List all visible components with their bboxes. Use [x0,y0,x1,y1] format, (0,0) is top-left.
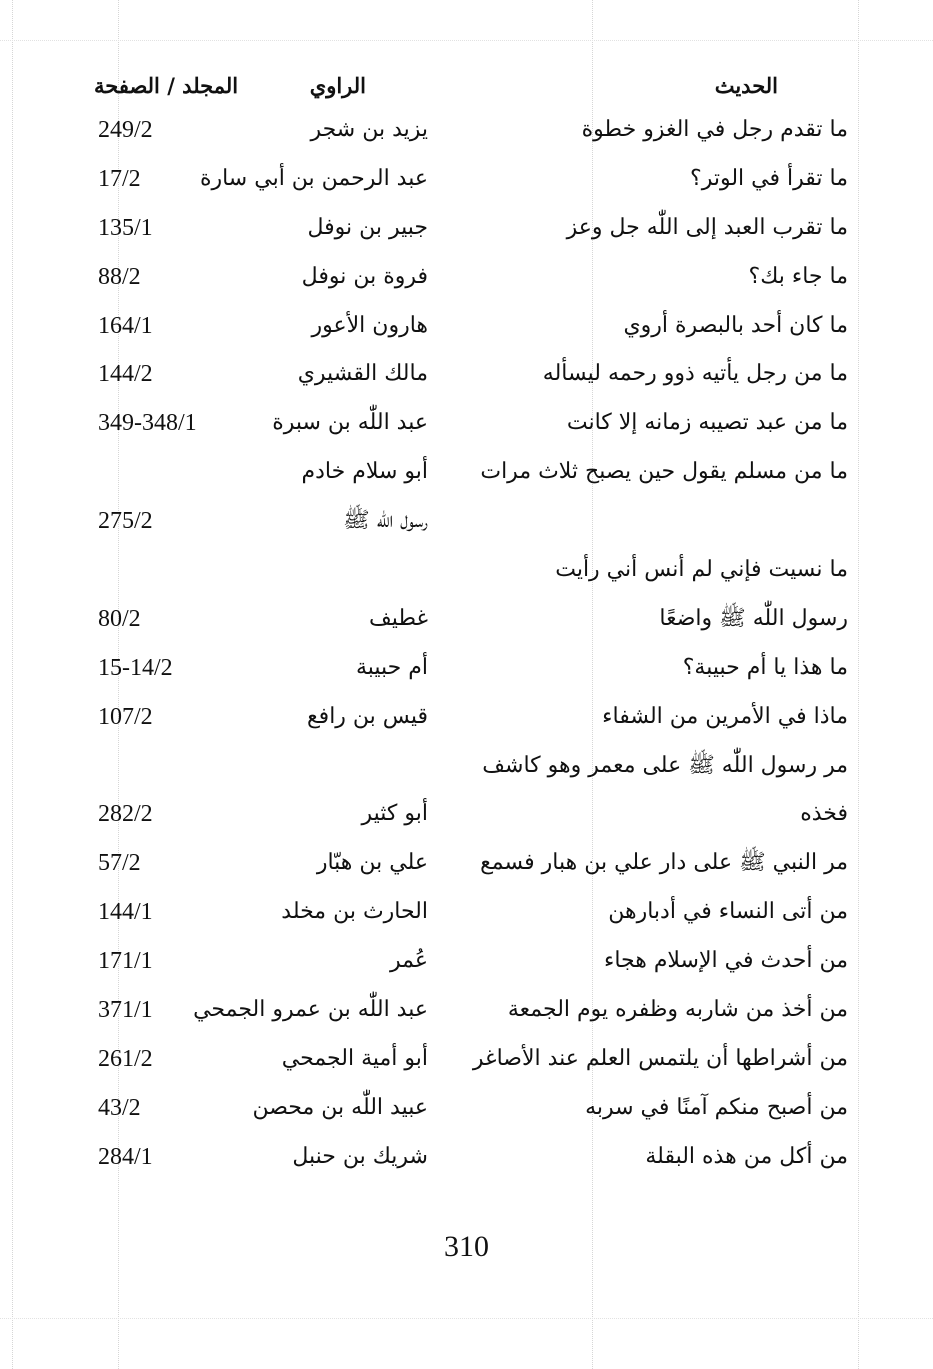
volume-page-ref: 43/2 [98,1094,141,1121]
page-number: 310 [444,1230,489,1263]
volume-page-ref: 15-14/2 [98,654,173,681]
hadith-text: ما من رجل يأتيه ذوو رحمه ليسأله [542,361,848,387]
hadith-text: من أحدث في الإسلام هجاء [603,948,848,974]
table-row [88,1088,848,1137]
volume-page-ref: 261/2 [98,1045,153,1072]
table-row [88,452,848,501]
volume-page-ref: 284/1 [98,1143,153,1170]
volume-page-ref: 275/2 [98,508,153,535]
volume-page-ref: 88/2 [98,263,141,290]
volume-page-ref: 164/1 [98,312,153,339]
hadith-text: ما جاء بك؟ [748,263,848,289]
volume-page-ref: 135/1 [98,214,153,241]
narrator-name: رسول اللّٰه ﷺ [343,508,428,534]
hadith-text: من أصبح منكم آمنًا في سربه [585,1094,848,1120]
table-row [88,1039,848,1088]
hadith-text: من أخذ من شاربه وظفره يوم الجمعة [507,997,848,1023]
table-row [88,746,848,795]
narrator-name: عبد اللّٰه بن سبرة [272,410,428,436]
narrator-name: عبيد اللّٰه بن محصن [252,1094,428,1120]
narrator-name: قيس بن رافع [306,703,428,729]
narrator-column-header: الراوي [309,73,366,98]
narrator-name: هارون الأعور [311,312,428,338]
volume-page-ref: 107/2 [98,703,153,730]
scan-guide-line [0,1318,933,1319]
narrator-name: عُمر [390,948,428,974]
hadith-text: مر رسول اللّٰه ﷺ على معمر وهو كاشف [482,752,848,778]
hadith-text: ما من مسلم يقول حين يصبح ثلاث مرات [480,459,848,485]
volume-page-ref: 171/1 [98,948,153,975]
hadith-text: ما هذا يا أم حبيبة؟ [682,654,848,680]
hadith-text: ما تقدم رجل في الغزو خطوة [581,117,848,142]
hadith-text: من أتى النساء في أدبارهن [608,899,848,925]
hadith-text: ما تقرب العبد إلى اللّٰه جل وعز [566,214,848,240]
hadith-text: ما تقرأ في الوتر؟ [690,165,848,191]
hadith-column-header: الحديث [714,73,778,98]
narrator-name: أبو أمية الجمحي [281,1045,428,1071]
volume-page-ref: 80/2 [98,605,141,632]
table-row [88,257,848,306]
hadith-index-table [88,66,848,1186]
scan-guide-line [0,40,933,41]
table-row [88,599,848,648]
narrator-name: جبير بن نوفل [307,214,428,240]
scan-guide-line [858,0,859,1369]
table-row [88,306,848,355]
table-row [88,159,848,208]
hadith-text: ما كان أحد بالبصرة أروي [623,312,848,338]
volume-page-ref: 371/1 [98,997,153,1024]
hadith-text: ماذا في الأمرين من الشفاء [602,703,848,729]
volume-page-column-header: المجلد / الصفحة [94,73,239,98]
table-row [88,1137,848,1186]
table-row [88,501,848,550]
volume-page-ref: 57/2 [98,850,141,877]
table-row [88,110,848,159]
table-row [88,208,848,257]
table-row [88,648,848,697]
hadith-text: رسول اللّٰه ﷺ واضعًا [659,605,848,631]
narrator-name: علي بن هبّار [316,850,428,876]
hadith-text: من أكل من هذه البقلة [645,1143,848,1169]
volume-page-ref: 282/2 [98,801,153,828]
volume-page-ref: 144/1 [98,899,153,926]
narrator-name: يزيد بن شجر [310,117,428,142]
table-row [88,697,848,746]
volume-page-ref: 17/2 [98,165,141,192]
table-header [88,66,848,110]
narrator-name: غطيف [369,605,428,631]
narrator-name: عبد الرحمن بن أبي سارة [199,165,428,191]
narrator-name: أم حبيبة [355,654,428,680]
table-row [88,941,848,990]
narrator-name: أبو سلام خادم [301,459,428,485]
volume-page-ref: 349-348/1 [98,410,197,437]
narrator-name: فروة بن نوفل [301,263,428,289]
narrator-name: مالك القشيري [297,361,428,387]
hadith-text: فخذه [800,801,848,827]
table-row [88,354,848,403]
table-row [88,990,848,1039]
hadith-text: من أشراطها أن يلتمس العلم عند الأصاغر [472,1045,848,1071]
narrator-name: الحارث بن مخلد [281,899,428,925]
narrator-name: عبد اللّٰه بن عمرو الجمحي [193,997,428,1023]
hadith-text: ما نسيت فإني لم أنس أني رأيت [555,557,848,583]
hadith-text: ما من عبد تصيبه زمانه إلا كانت [566,410,848,436]
table-row [88,550,848,599]
scan-guide-line [12,0,13,1369]
volume-page-ref: 144/2 [98,361,153,388]
hadith-text: مر النبي ﷺ على دار علي بن هبار فسمع [480,850,848,876]
narrator-name: شريك بن حنبل [292,1143,428,1169]
table-row [88,843,848,892]
narrator-name: أبو كثير [361,801,428,827]
table-row [88,892,848,941]
table-row [88,794,848,843]
volume-page-ref: 249/2 [98,117,153,143]
table-row [88,403,848,452]
